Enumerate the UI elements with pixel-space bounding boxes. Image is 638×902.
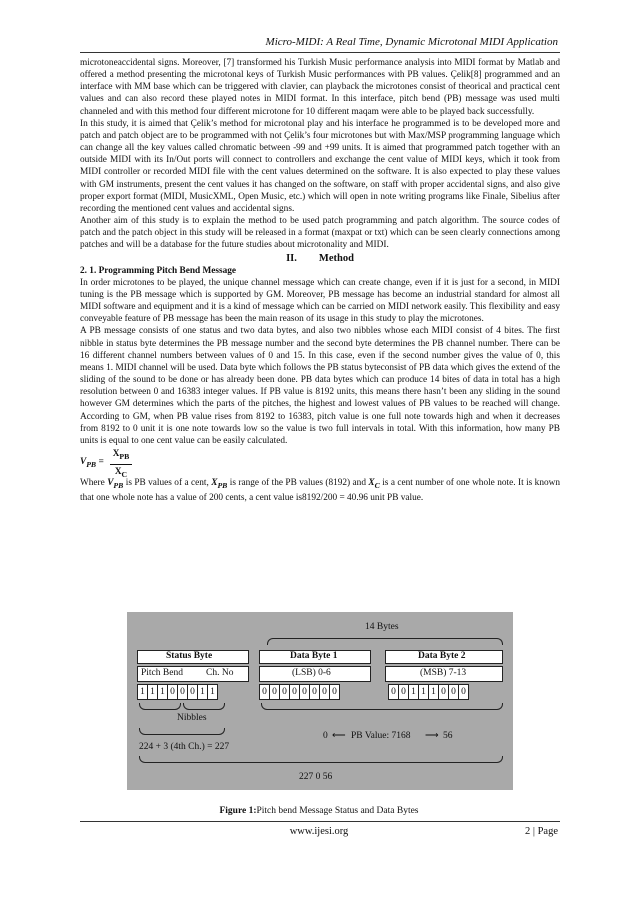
data-byte-2-bits <box>389 684 469 700</box>
bit-cell: 0 <box>438 684 449 700</box>
message-result: 227 0 56 <box>299 772 333 782</box>
pb-value-low: 0 <box>323 731 328 741</box>
bit-cell: 0 <box>269 684 280 700</box>
nibbles-label: Nibbles <box>177 713 207 723</box>
bit-cell: 0 <box>177 684 188 700</box>
subsection-heading: 2. 1. Programming Pitch Bend Message <box>80 265 237 276</box>
data-byte-1-subheader: (LSB) 0-6 <box>259 666 371 682</box>
fourteen-bytes-label: 14 Bytes <box>365 622 399 632</box>
bit-cell: 0 <box>289 684 300 700</box>
equation-denominator: $X_C$ <box>114 467 128 479</box>
bit-cell: 1 <box>137 684 148 700</box>
bit-cell: 0 <box>388 684 399 700</box>
running-head: Micro-MIDI: A Real Time, Dynamic Microtonal MIDI Application <box>265 36 558 48</box>
footer-rule <box>80 821 560 822</box>
fourteen-bytes-brace <box>267 638 503 645</box>
bit-cell: 1 <box>157 684 168 700</box>
bit-cell: 0 <box>329 684 340 700</box>
bit-cell: 0 <box>319 684 330 700</box>
equation-lhs: $V_{PB}$ = <box>80 457 104 469</box>
arrow-left-icon: ⟵ <box>332 731 346 741</box>
equation-numerator: $X_{PB}$ <box>112 449 130 461</box>
status-byte-bits <box>138 684 218 700</box>
status-byte-header: Status Byte <box>137 650 249 664</box>
pb-value-label: PB Value: 7168 <box>351 731 411 741</box>
paragraph: In this study, it is aimed that Çelik’s method for microtonal play and his interface he programmed is to be developed more and patch and patch object are to be programmed with not Çelik’s four microtones but with Max/MSP programming language which can change all the key values called chromatic between -99 and +99 units. It is aimed that programmed patch together with an outside MIDI with its In/Out ports will connect to controllers and exchange the cent value of MIDI keys, which it took from MIDI controller or recorded MIDI file with the cent values determined on the software. It is also expected to play these values with GM instruments, present the cent values it has changed on the software, on staff with proper accidental signs, and also give proper export format (MIDI, MusicXML, Open Music, etc.) which will open in note writing programs like Finale, Sibelius after recording the mentioned cent values and accidental signs. <box>80 118 560 214</box>
data-byte-1-bits <box>260 684 340 700</box>
nibble-brace-left <box>139 703 181 710</box>
section-title: Method <box>318 252 354 264</box>
bit-cell: 1 <box>408 684 419 700</box>
bit-cell: 0 <box>187 684 198 700</box>
paragraph: microtoneaccidental signs. Moreover, [7] transformed his Turkish Music performance analysis into MIDI format by Matlab and offered a method presenting the microtonal keys of Turkish Music performances with PB values. Çelik[8] programmed and an interface with MM base which can be triggered with clavier, can playback the microtones consist of theorical and practical cent values and can also record these played notes in MIDI format. In this interface, pitch bend (PB) message was used multi channeled and with this method four different microtone for 10 different maqam were able to be played back successfully. <box>80 58 560 117</box>
bit-cell: 0 <box>309 684 320 700</box>
bit-cell: 1 <box>207 684 218 700</box>
data-bytes-brace <box>261 703 503 710</box>
bit-cell: 0 <box>398 684 409 700</box>
figure-caption: Figure 1:Pitch bend Message Status and Data Bytes <box>219 806 419 816</box>
bit-cell: 0 <box>279 684 290 700</box>
bit-cell: 1 <box>197 684 208 700</box>
status-sum-brace <box>139 728 225 735</box>
pb-value-high: 56 <box>443 731 453 741</box>
figure-pitch-bend-diagram <box>127 612 513 790</box>
data-byte-2-header: Data Byte 2 <box>385 650 503 664</box>
bit-cell: 1 <box>428 684 439 700</box>
pb-value-row <box>323 731 483 743</box>
nibble-brace-right <box>183 703 225 710</box>
bit-cell: 1 <box>147 684 158 700</box>
section-heading <box>80 253 560 265</box>
bit-cell: 0 <box>259 684 270 700</box>
footer-url[interactable]: www.ijesi.org <box>289 826 349 837</box>
bit-cell: 0 <box>167 684 178 700</box>
equation-fraction <box>110 448 132 481</box>
data-byte-1-header: Data Byte 1 <box>259 650 371 664</box>
bit-cell: 1 <box>418 684 429 700</box>
paragraph: In order microtones to be played, the unique channel message which can create change, even if it is just for a second, in MIDI tuning is the PB message which is supported by GM. Moreover, PB message has become an industrial standard for almost all MIDI software and equipment and it is a kind of message which can be carried on MIDI network easily. This flexibility and easy conveyable feature of PB message has been the main reason of its usage in this study to play the microtones. <box>80 277 560 325</box>
arrow-right-icon: ⟶ <box>425 731 439 741</box>
page-number: 2 | Page <box>524 826 558 837</box>
status-byte-subheader: Pitch Bend Ch. No <box>137 666 249 682</box>
bit-cell: 0 <box>448 684 459 700</box>
equation <box>80 448 560 479</box>
paragraph: Another aim of this study is to explain the method to be used patch programming and patch algorithm. The source codes of patch and the patch object in this study will be released in a format (maxpat or txt) which can be seen clearly connections among patches and will be a database for the future studies about microtonality and MIDI. <box>80 216 560 251</box>
fraction-bar <box>110 464 132 465</box>
data-byte-2-subheader: (MSB) 7-13 <box>385 666 503 682</box>
body-text <box>80 57 560 504</box>
paragraph: Where $V_{PB}$ is PB values of a cent, $X_{PB}$ is range of the PB values (8192) and $X_C$ is a cent number of one whole note. It is known that one whole note has a value of 200 cents, a cent value is8192/200 = 40.96 unit PB value. <box>80 478 560 504</box>
bit-cell: 0 <box>458 684 469 700</box>
header-rule <box>80 52 560 53</box>
bit-cell: 0 <box>299 684 310 700</box>
message-brace <box>139 756 503 763</box>
section-number: II. <box>286 252 297 264</box>
status-sum: 224 + 3 (4th Ch.) = 227 <box>139 742 230 752</box>
paragraph: A PB message consists of one status and two data bytes, and also two nibbles whose each MIDI consist of 4 bites. The first nibble in status byte determines the PB message number and the second byte determines the PB channel number. There can be 16 different channel numbers between values of 0 and 15. In this case, even if the second number gives the value of 0, this means 1. MIDI channel will be used. Data byte which follows the PB status byteconsist of PB data which gives the extend of the sliding of the sound to be done or has already been done. PB data bytes which can produce 14 bites of data in total has a high resolution between 0 and 16383 integer values. If PB value is 8192 units, this means there hasn’t been any sliding in the sound however GM determines which the parts of the pitches, the highest and lowest values of PB values to be reached will change. According to GM, when PB value rises from 8192 to 16383, pitch value is one full note towards high and when it decreases from 8192 to 0 unit it is one note towards low so the value is two full intervals in total. With this information, how many PB units is equal to one cent value can be easily calculated. <box>80 326 560 446</box>
